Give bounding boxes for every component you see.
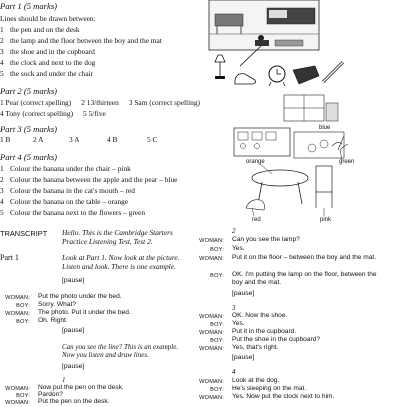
- section-number: 1: [62, 376, 66, 384]
- sock-icon: [293, 66, 319, 84]
- part1-heading: Part 1 (5 marks): [0, 1, 58, 11]
- label-green: green: [339, 159, 355, 165]
- part4-item: 2 Colour the banana between the apple and the pear – blue: [0, 175, 178, 184]
- part2-heading: Part 2 (5 marks): [0, 86, 58, 96]
- pause-marker: [pause]: [62, 277, 85, 284]
- part1-item: 2 the lamp and the floor between the boy and the mat: [0, 36, 162, 45]
- clock-icon: [269, 66, 285, 86]
- label-blue: blue: [319, 125, 331, 131]
- transcript-label: TRANSCRIPT: [0, 229, 48, 238]
- transcript-intro: Hello. This is the Cambridge Starters Practice Listening Test, Test 2.: [62, 228, 173, 246]
- line-instruction: Can you see the line? This is an example. Now you listen and draw lines.: [62, 343, 179, 360]
- part4-item: 4 Colour the banana on the table – orange: [0, 197, 129, 206]
- shoe-icon: [235, 74, 256, 84]
- part1-item: 3 the shoe and in the cupboard: [0, 47, 95, 56]
- part1-item: 4 the clock and next to the dog: [0, 58, 96, 67]
- part4-item: 5 Colour the banana next to the flowers – green: [0, 208, 146, 217]
- part2-row1: 1 Pear (correct spelling) 2 13/thirteen 3 Sam (correct spelling): [0, 98, 200, 107]
- kitchen-picture: [232, 124, 357, 222]
- part3-picture: [282, 93, 342, 123]
- part1-item: 5 the sock and under the chair: [0, 69, 94, 78]
- label-orange: orange: [246, 159, 265, 165]
- section-number: 3: [232, 304, 236, 312]
- room-picture: [205, 0, 400, 92]
- part4-item: 3 Colour the banana in the cat's mouth – red: [0, 186, 135, 195]
- part3-answers: 1 B 2 A 3 A 4 B 5 C: [0, 135, 158, 144]
- part1-label: Part 1: [0, 253, 19, 262]
- part3-heading: Part 3 (5 marks): [0, 124, 58, 134]
- part1-intro: Lines should be drawn between:: [0, 14, 96, 23]
- pen-icon: [323, 62, 343, 82]
- section-number: 4: [232, 368, 236, 376]
- label-pink: pink: [320, 217, 332, 223]
- pause-marker: [pause]: [232, 290, 255, 297]
- part2-row2: 4 Tony (correct spelling) 5 5/five: [0, 109, 106, 118]
- pause-marker: [pause]: [62, 363, 85, 370]
- section-number: 2: [232, 227, 236, 235]
- part4-heading: Part 4 (5 marks): [0, 152, 58, 162]
- pause-marker: [pause]: [62, 327, 85, 334]
- part1-item: 1 the pen and on the desk: [0, 25, 80, 34]
- part4-item: 1 Colour the banana under the chair – pink: [0, 164, 131, 173]
- pause-marker: [pause]: [232, 354, 255, 361]
- label-red: red: [252, 217, 261, 223]
- part1-look-instruction: Look at Part 1. Now look at the picture. Listen and look. There is one example.: [62, 253, 180, 271]
- lamp-icon: [215, 55, 225, 79]
